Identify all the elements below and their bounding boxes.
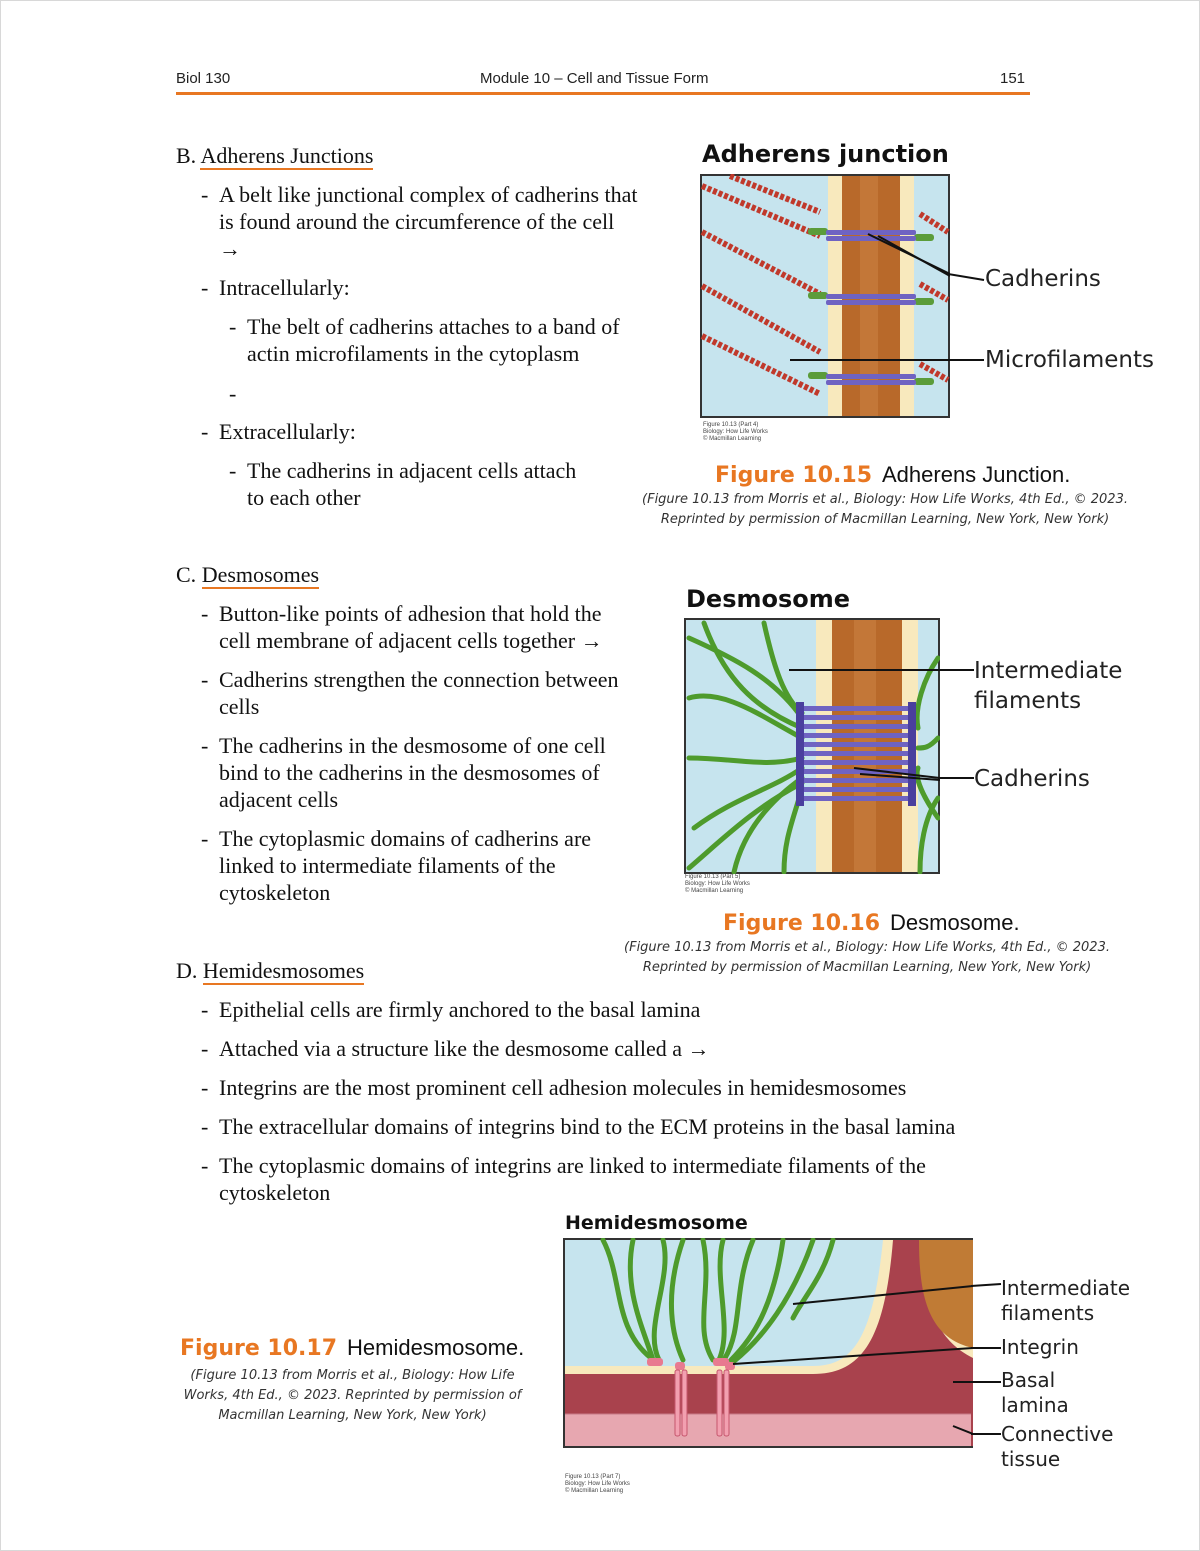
bullet-dash: - (201, 419, 209, 444)
adherens-junction-illustration (700, 174, 950, 418)
c-b2-line2: cells (219, 694, 260, 719)
fig15-citation: (Figure 10.13 from Morris et al., Biology: How Life Works, 4th Ed., © 2023. Reprinted by permission of Macmillan Learning, New York, New York) (642, 492, 1128, 527)
fig15-label-microfilaments: Microfilaments (985, 347, 1155, 373)
fig17-label-ct-line1: Connective (1001, 1422, 1114, 1446)
bullet-dash: - (201, 733, 209, 758)
c-b3-line2: bind to the cadherins in the desmosomes of (219, 760, 600, 785)
fig17-label-bl-line2: lamina (1001, 1393, 1069, 1417)
desmosome-illustration (684, 618, 940, 874)
arrow-icon: → (219, 236, 241, 261)
b-intra-sub1-line2: actin microfilaments in the cytoplasm (247, 341, 580, 366)
bullet-dash: - (201, 1075, 209, 1100)
bullet-dash: - (201, 667, 209, 692)
section-b-title: Adherens Junctions (200, 143, 374, 168)
fig17-label-ct-line2: tissue (1001, 1447, 1061, 1471)
fig17-label-bl-line1: Basal (1001, 1368, 1056, 1392)
c-b4-line2: linked to intermediate filaments of the (219, 853, 556, 878)
bullet-dash: - (201, 1153, 209, 1178)
b-bullet1-line1: A belt like junctional complex of cadherins that (219, 182, 638, 207)
fig16-credit: Figure 10.13 (Part 5) Biology: How Life Works © Macmillan Learning (685, 874, 750, 894)
fig17-title: Hemidesmosome (565, 1212, 748, 1234)
fig16-caption-text: Desmosome. (890, 910, 1020, 935)
d-b5-line2: cytoskeleton (219, 1180, 331, 1205)
bullet-dash: - (201, 1036, 209, 1061)
bullet-dash: - (229, 381, 237, 406)
fig16-citation: (Figure 10.13 from Morris et al., Biology: How Life Works, 4th Ed., © 2023. Reprinted by permission of Macmillan Learning, New York, New York) (624, 940, 1110, 975)
bullet-dash: - (201, 182, 209, 207)
fig15-caption-number: Figure 10.15 (715, 463, 872, 488)
fig16-label-if-line2: filaments (974, 688, 1082, 714)
fig17-citation: (Figure 10.13 from Morris et al., Biology: How Life Works, 4th Ed., © 2023. Reprinted by permission of Macmillan Learning, New York, New York) (183, 1368, 522, 1423)
fig17-label-if-line2: filaments (1001, 1301, 1095, 1325)
d-b1: Epithelial cells are firmly anchored to the basal lamina (219, 997, 701, 1022)
fig17-caption (180, 1335, 524, 1361)
bullet-dash: - (201, 601, 209, 626)
fig15-leader-lines (948, 270, 988, 370)
d-b3: Integrins are the most prominent cell adhesion molecules in hemidesmosomes (219, 1075, 907, 1100)
fig15-credit: Figure 10.13 (Part 4) Biology: How Life Works © Macmillan Learning (703, 422, 768, 442)
c-b2-line1: Cadherins strengthen the connection between (219, 667, 619, 692)
c-b4-line3: cytoskeleton (219, 880, 331, 905)
fig15-title: Adherens junction (702, 140, 949, 168)
hemidesmosome-illustration (563, 1238, 973, 1448)
bullet-dash: - (201, 1114, 209, 1139)
c-b4-line1: The cytoplasmic domains of cadherins are (219, 826, 592, 851)
header-course: Biol 130 (176, 70, 231, 87)
fig16-label-if-line1: Intermediate (974, 658, 1123, 684)
bullet-dash: - (229, 458, 237, 483)
d-b4: The extracellular domains of integrins bind to the ECM proteins in the basal lamina (219, 1114, 956, 1139)
fig16-leader-lines (938, 660, 978, 790)
d-b5-line1: The cytoplasmic domains of integrins are linked to intermediate filaments of the (219, 1153, 926, 1178)
fig17-caption-text: Hemidesmosome. (347, 1335, 525, 1360)
c-b3-line3: adjacent cells (219, 787, 339, 812)
d-b2: Attached via a structure like the desmosome called a → (219, 1036, 710, 1061)
b-extra-sub1-line2: to each other (247, 485, 361, 510)
b-intra-sub1-line1: The belt of cadherins attaches to a band of (247, 314, 620, 339)
section-b-heading (176, 143, 373, 169)
fig15-label-cadherins: Cadherins (985, 266, 1101, 292)
section-c-title: Desmosomes (201, 562, 320, 587)
bullet-dash: - (201, 826, 209, 851)
fig17-label-if-line1: Intermediate (1001, 1276, 1131, 1300)
section-c-letter: C. (176, 562, 197, 587)
fig17-label-integrin: Integrin (1001, 1335, 1079, 1359)
header-page-number: 151 (1000, 70, 1026, 87)
b-bullet1-line2: is found around the circumference of the cell (219, 209, 615, 234)
header-module: Module 10 – Cell and Tissue Form (480, 70, 709, 87)
c-b3-line1: The cadherins in the desmosome of one cell (219, 733, 606, 758)
fig16-caption (723, 910, 1020, 936)
c-b1-line2: cell membrane of adjacent cells together → (219, 628, 603, 653)
b-intracellular: Intracellularly: (219, 275, 350, 300)
header-rule (176, 92, 1030, 95)
fig16-title: Desmosome (686, 585, 851, 613)
section-d-title: Hemidesmosomes (202, 958, 365, 983)
bullet-dash: - (229, 314, 237, 339)
c-b1-line1: Button-like points of adhesion that hold the (219, 601, 602, 626)
section-c-heading (176, 562, 319, 588)
section-d-heading (176, 958, 364, 984)
fig17-caption-number: Figure 10.17 (180, 1336, 337, 1361)
bullet-dash: - (201, 997, 209, 1022)
fig17-leader-lines (971, 1280, 1003, 1460)
b-extra-sub1-line1: The cadherins in adjacent cells attach (247, 458, 577, 483)
b-extracellular: Extracellularly: (219, 419, 356, 444)
bullet-dash: - (201, 275, 209, 300)
section-b-letter: B. (176, 143, 197, 168)
fig16-caption-number: Figure 10.16 (723, 911, 880, 936)
fig15-caption-text: Adherens Junction. (882, 462, 1071, 487)
fig17-credit: Figure 10.13 (Part 7) Biology: How Life Works © Macmillan Learning (565, 1474, 630, 1494)
fig16-label-cadherins: Cadherins (974, 766, 1090, 792)
section-d-letter: D. (176, 958, 198, 983)
fig15-caption (715, 462, 1070, 488)
